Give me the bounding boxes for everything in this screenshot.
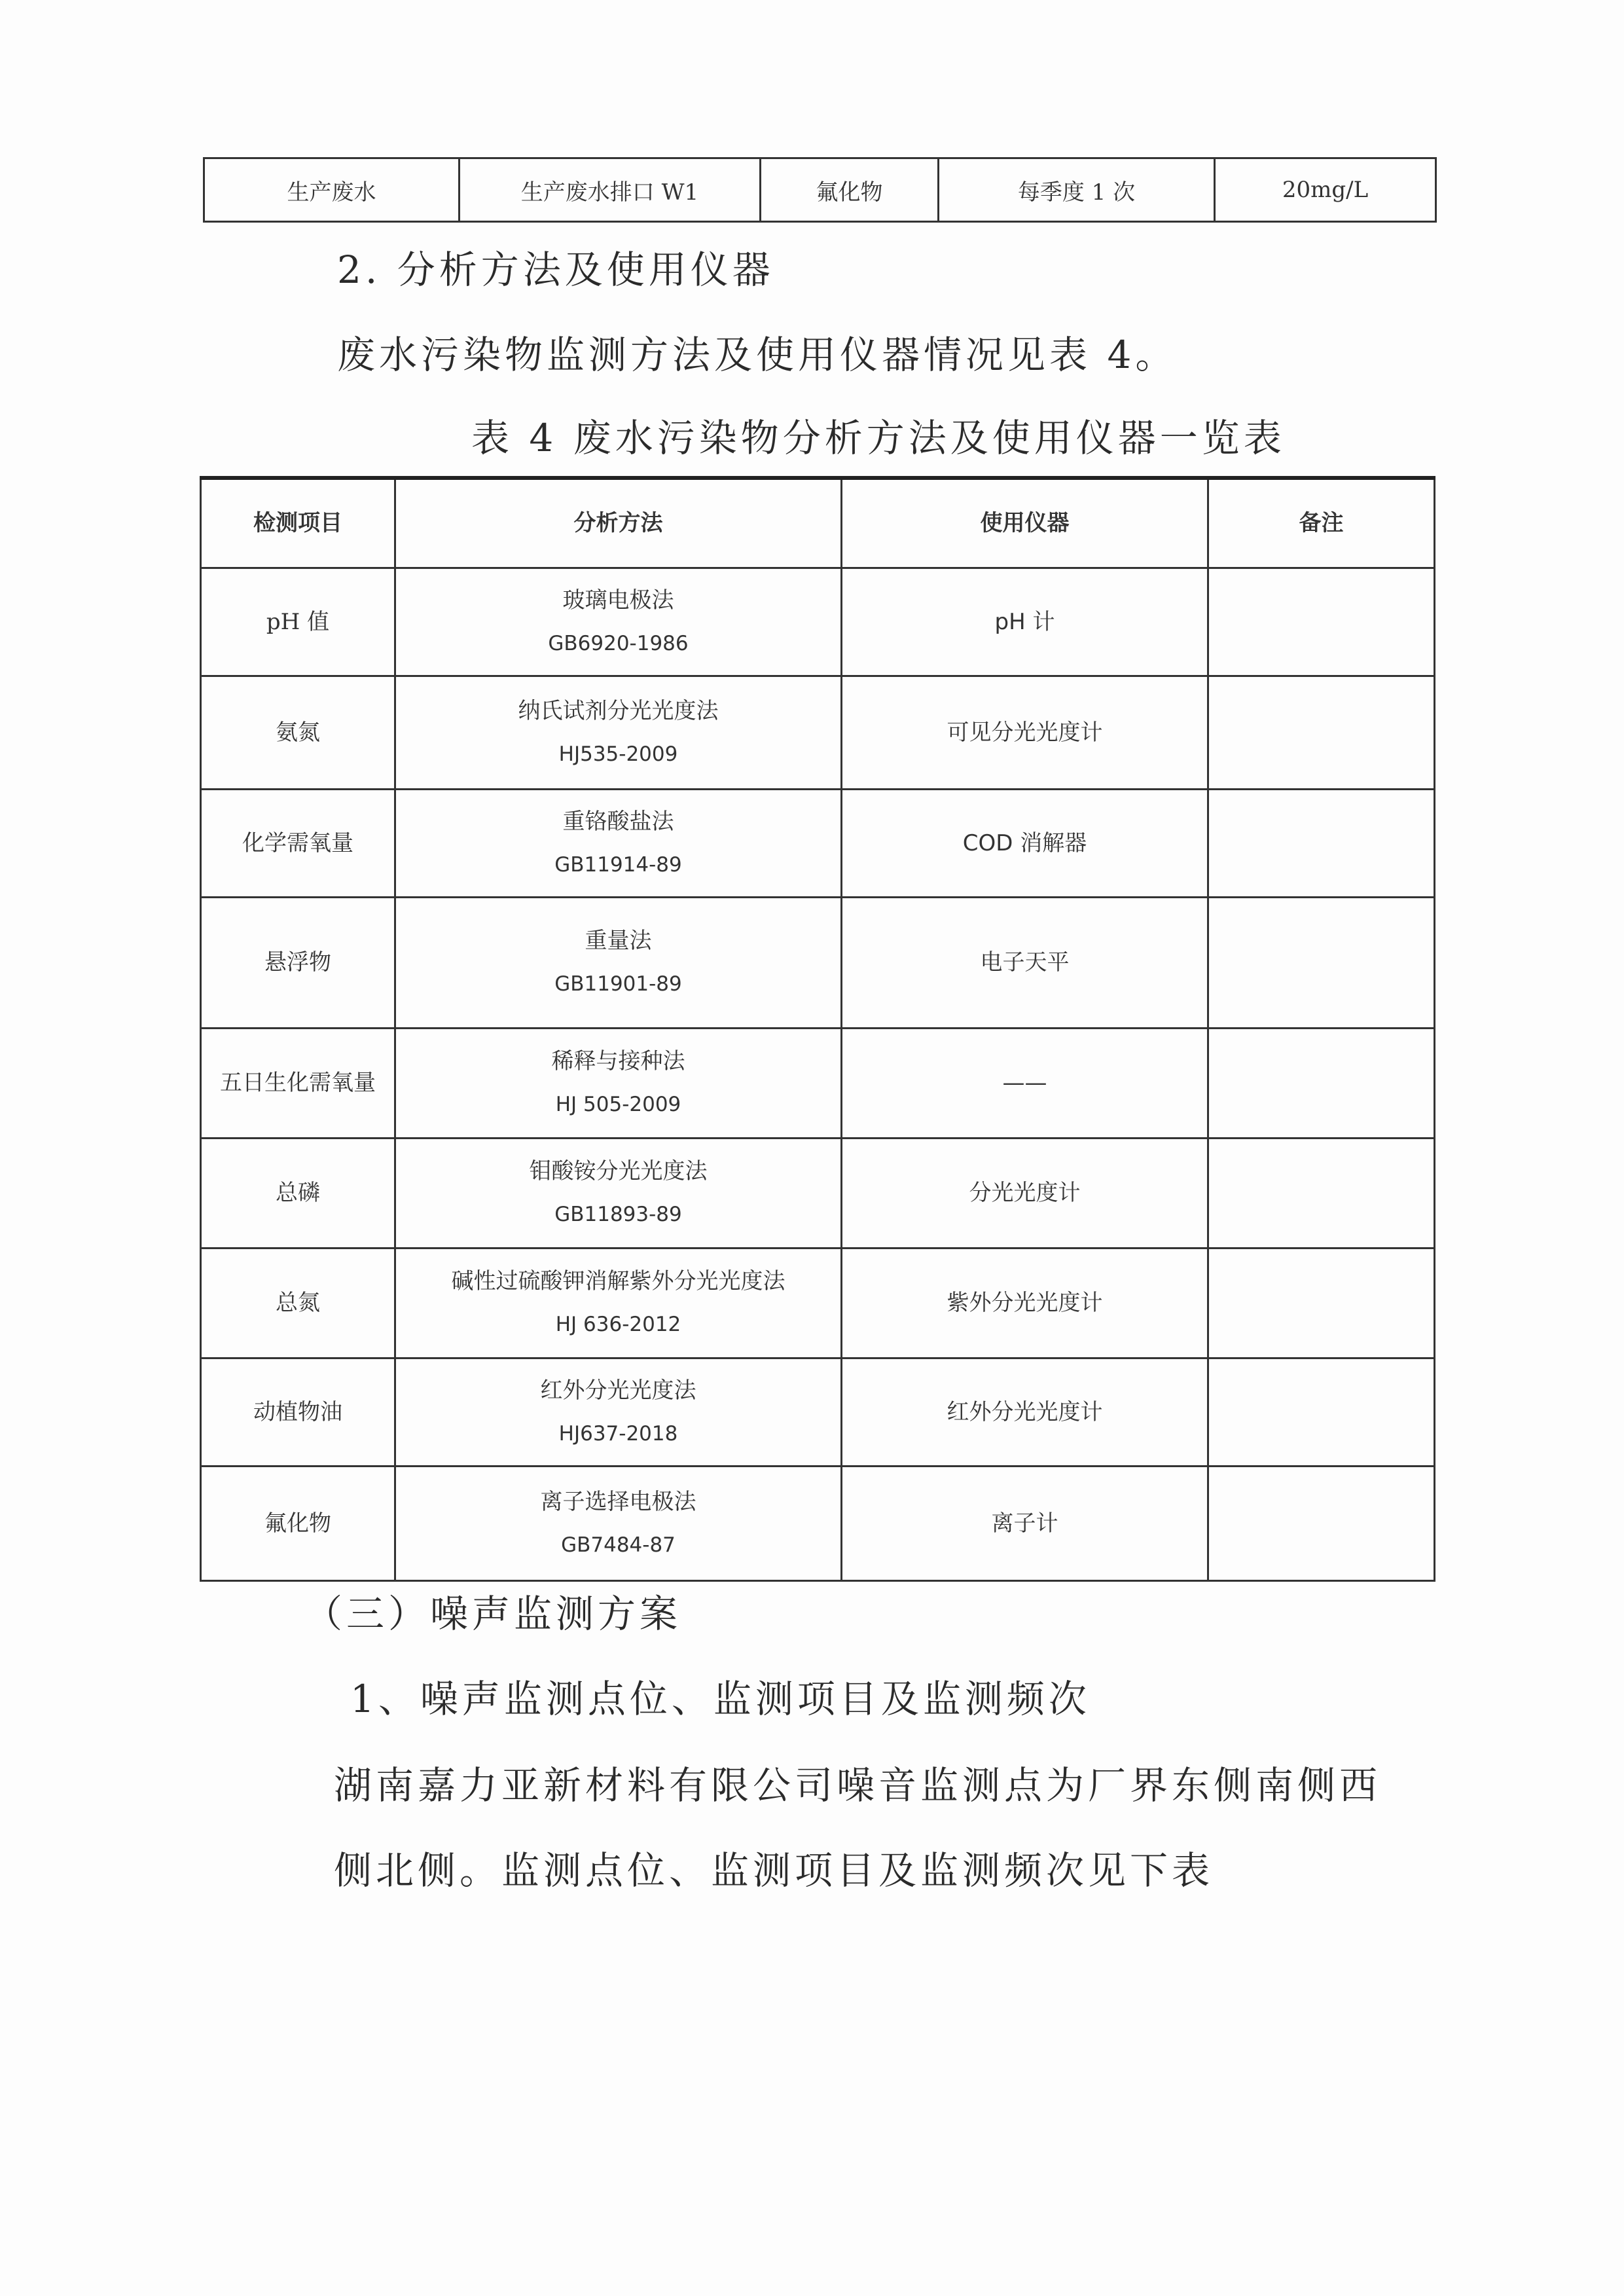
method-standard: GB11914-89: [554, 852, 682, 877]
table-row: [201, 676, 1435, 789]
cell-method: [395, 1028, 842, 1138]
cell-instrument: pH 计: [842, 568, 1208, 676]
cell-item: 五日生化需氧量: [201, 1028, 395, 1138]
cell-instrument: ——: [842, 1028, 1208, 1138]
cell-note: [1208, 1358, 1435, 1466]
header-method: 分析方法: [395, 478, 842, 568]
table-row: [201, 1028, 1435, 1138]
cell-method: [395, 1358, 842, 1466]
table-header-row: [201, 478, 1435, 568]
cell-instrument: 可见分光光度计: [842, 676, 1208, 789]
cell-item: 悬浮物: [201, 897, 395, 1028]
table-cell: 每季度 1 次: [939, 158, 1215, 222]
cell-method: [395, 676, 842, 789]
header-instrument: 使用仪器: [842, 478, 1208, 568]
table-row: [201, 1358, 1435, 1466]
method-standard: GB11893-89: [554, 1203, 682, 1226]
method-standard: GB7484-87: [561, 1533, 676, 1557]
cell-item: 化学需氧量: [201, 789, 395, 897]
header-note: 备注: [1208, 478, 1435, 568]
method-name: 红外分光光度法: [540, 1377, 696, 1404]
method-name: 离子选择电极法: [540, 1488, 696, 1515]
table-caption: 表 4 废水污染物分析方法及使用仪器一览表: [471, 416, 1286, 460]
cell-item: 总磷: [201, 1138, 395, 1248]
table-row: [201, 789, 1435, 897]
cell-method: [395, 568, 842, 676]
cell-item: 氨氮: [201, 676, 395, 789]
method-standard: HJ637-2018: [558, 1421, 678, 1446]
cell-method: [395, 789, 842, 897]
table-row: [201, 897, 1435, 1028]
cell-note: [1208, 1138, 1435, 1248]
cell-method: [395, 897, 842, 1028]
method-name: 稀释与接种法: [551, 1048, 685, 1074]
method-standard: HJ 505-2009: [555, 1093, 681, 1116]
method-name: 碱性过硫酸钾消解紫外分光光度法: [451, 1268, 785, 1294]
table-row: [204, 158, 1436, 222]
cell-item: 动植物油: [201, 1358, 395, 1466]
cell-method: [395, 1138, 842, 1248]
noise-paragraph-line-1: 湖南嘉力亚新材料有限公司噪音监测点为厂界东侧南侧西: [334, 1763, 1382, 1808]
noise-paragraph-line-2: 侧北侧。监测点位、监测项目及监测频次见下表: [334, 1848, 1214, 1893]
method-standard: HJ 636-2012: [555, 1313, 681, 1336]
method-name: 玻璃电极法: [562, 587, 674, 613]
method-standard: GB6920-1986: [548, 631, 689, 655]
method-name: 重铬酸盐法: [562, 808, 674, 835]
previous-table-continuation: [203, 157, 1437, 223]
section-heading-noise: （三）噪声监测方案: [304, 1592, 682, 1636]
header-item: 检测项目: [201, 478, 395, 568]
cell-note: [1208, 1028, 1435, 1138]
cell-instrument: 分光光度计: [842, 1138, 1208, 1248]
method-standard: GB11901-89: [554, 972, 682, 996]
cell-note: [1208, 1466, 1435, 1580]
table-cell: 20mg/L: [1215, 158, 1436, 222]
cell-instrument: 紫外分光光度计: [842, 1248, 1208, 1358]
method-name: 重量法: [585, 928, 652, 954]
method-table: [200, 476, 1435, 1582]
cell-item: 氟化物: [201, 1466, 395, 1580]
table-cell: 生产废水排口 W1: [460, 158, 761, 222]
section-heading-analysis: 2. 分析方法及使用仪器: [337, 247, 774, 292]
cell-method: [395, 1466, 842, 1580]
cell-note: [1208, 789, 1435, 897]
table-row: [201, 568, 1435, 676]
cell-method: [395, 1248, 842, 1358]
table-cell: 生产废水: [204, 158, 460, 222]
cell-instrument: 电子天平: [842, 897, 1208, 1028]
table-row: [201, 1248, 1435, 1358]
cell-note: [1208, 1248, 1435, 1358]
cell-note: [1208, 568, 1435, 676]
method-standard: HJ535-2009: [558, 742, 678, 766]
table-row: [201, 1466, 1435, 1580]
cell-item: pH 值: [201, 568, 395, 676]
cell-instrument: 红外分光光度计: [842, 1358, 1208, 1466]
method-name: 纳氏试剂分光光度法: [518, 697, 719, 724]
cell-note: [1208, 676, 1435, 789]
table-cell: 氟化物: [761, 158, 939, 222]
cell-note: [1208, 897, 1435, 1028]
cell-item: 总氮: [201, 1248, 395, 1358]
method-name: 钼酸铵分光光度法: [529, 1158, 708, 1184]
cell-instrument: COD 消解器: [842, 789, 1208, 897]
table-row: [201, 1138, 1435, 1248]
section-subheading-noise: 1、噪声监测点位、监测项目及监测频次: [350, 1677, 1091, 1721]
section-intro-analysis: 废水污染物监测方法及使用仪器情况见表 4。: [337, 333, 1178, 377]
cell-instrument: 离子计: [842, 1466, 1208, 1580]
